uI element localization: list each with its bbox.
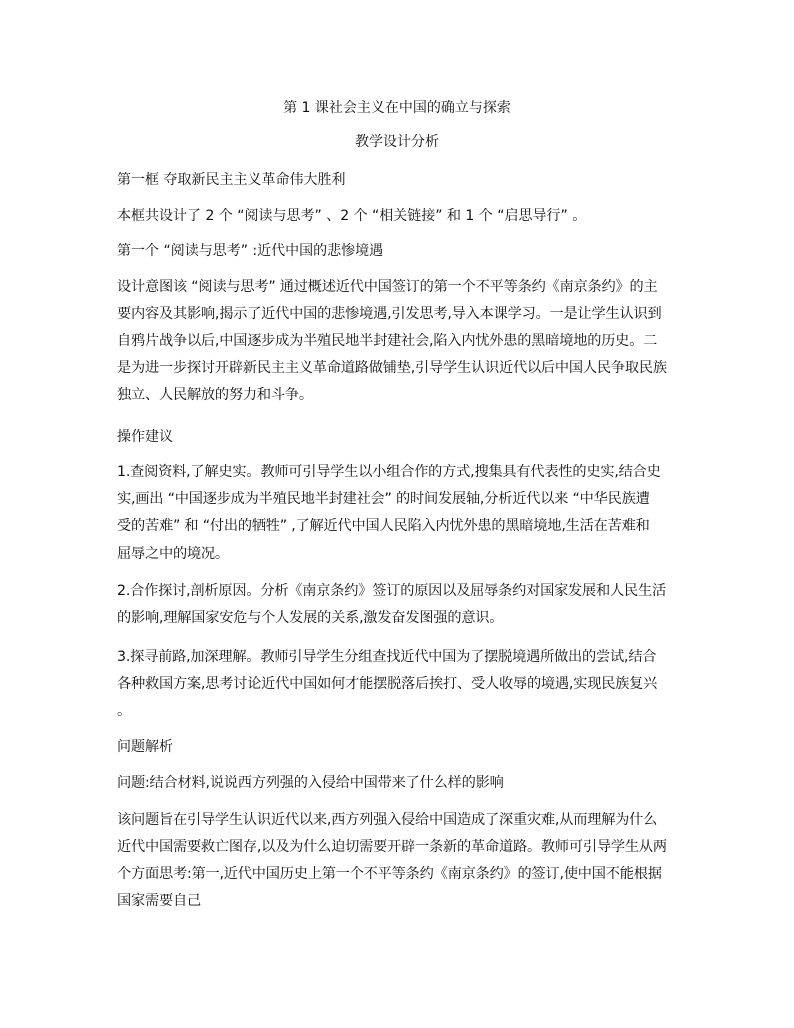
paragraph-line: 3.探寻前路,加深理解。教师引导学生分组查找近代中国为了摆脱境遇所做出的尝试,结合: [117, 649, 657, 665]
paragraph-line: 独立、人民解放的努力和斗争。: [117, 387, 313, 403]
document-subtitle: 教学设计分析: [355, 134, 439, 150]
section-heading: 第一框 夺取新民主主义革命伟大胜利: [117, 172, 346, 188]
subsection-heading: 操作建议: [117, 429, 173, 445]
paragraph-line: 屈辱之中的境况。: [117, 546, 229, 562]
paragraph-line: 设计意图该 “阅读与思考” 通过概述近代中国签订的第一个不平等条约《南京条约》的主: [117, 279, 658, 295]
paragraph-line: 自鸦片战争以后,中国逐步成为半殖民地半封建社会,陷入内忧外患的黑暗境地的历史。二: [117, 333, 658, 349]
document-title: 第 1 课社会主义在中国的确立与探索: [283, 100, 511, 116]
paragraph-line: 要内容及其影响,揭示了近代中国的悲惨境遇,引发思考,导入本课学习。一是让学生认识到: [117, 306, 662, 322]
intro-line: 本框共设计了 2 个 “阅读与思考” 、2 个 “相关链接” 和 1 个 “启思导行” 。: [117, 208, 587, 224]
paragraph-line: 各种救国方案,思考讨论近代中国如何才能摆脱落后挨打、受人收辱的境遇,实现民族复兴: [117, 676, 658, 692]
paragraph-line: 实,画出 “中国逐步成为半殖民地半封建社会” 的时间发展轴,分析近代以来 “中华民族遭: [117, 491, 650, 507]
paragraph-line: 是为进一步探讨开辟新民主主义革命道路做铺垫,引导学生认识近代以后中国人民争取民族: [117, 360, 667, 376]
question-line: 问题:结合材料,说说西方列强的入侵给中国带来了什么样的影响: [117, 775, 504, 791]
paragraph-line: 个方面思考:第一,近代中国历史上第一个不平等条约《南京条约》的签订,使中国不能根据: [117, 866, 662, 882]
paragraph-line: 受的苦难” 和 “付出的牺牲” ,了解近代中国人民陷入内忧外患的黑暗境地,生活在苦难和: [117, 518, 650, 534]
paragraph-line: 的影响,理解国家安危与个人发展的关系,激发奋发图强的意识。: [117, 610, 504, 626]
paragraph-line: 2.合作探讨,剖析原因。分析《南京条约》签订的原因以及屈辱条约对国家发展和人民生活: [117, 583, 666, 599]
subsection-heading: 问题解析: [117, 739, 173, 755]
paragraph-line: 国家需要自己: [117, 893, 201, 909]
paragraph-line: 近代中国需要救亡图存,以及为什么迫切需要开辟一条新的革命道路。教师可引导学生从两: [117, 839, 667, 855]
paragraph-line: 1.查阅资料,了解史实。教师可引导学生以小组合作的方式,搜集具有代表性的史实,结合史: [117, 464, 661, 480]
paragraph-line: 该问题旨在引导学生认识近代以来,西方列强入侵给中国造成了深重灾难,从而理解为什么: [117, 812, 658, 828]
paragraph-line: 。: [117, 703, 131, 719]
item-heading: 第一个 “阅读与思考” :近代中国的悲惨境遇: [117, 243, 384, 259]
